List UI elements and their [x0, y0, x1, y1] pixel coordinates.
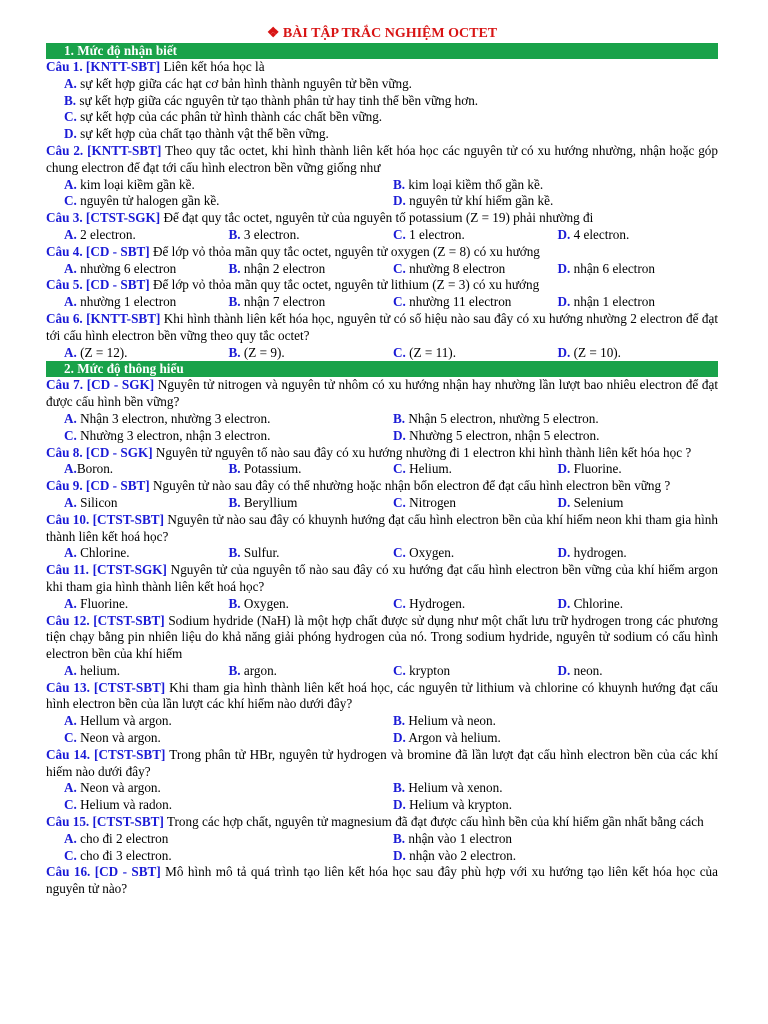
answer-option — [393, 411, 722, 428]
option-letter: B. — [228, 662, 241, 678]
answer-option — [393, 663, 558, 680]
question-number: Câu 10. [CTST-SBT] — [46, 511, 164, 527]
answer-option — [393, 713, 722, 730]
answer-option — [558, 495, 723, 512]
option-letter: A. — [64, 176, 77, 192]
option-text: Helium và xenon. — [405, 780, 503, 796]
answer-option — [229, 294, 394, 311]
option-letter: C. — [64, 427, 77, 443]
option-letter: D. — [557, 461, 571, 477]
option-letter: D. — [393, 427, 406, 443]
option-letter: D. — [557, 344, 571, 360]
option-letter: B. — [228, 545, 241, 561]
answer-option — [229, 345, 394, 362]
answer-option — [64, 545, 229, 562]
answer-option — [558, 261, 723, 278]
option-text: Nhường 5 electron, nhận 5 electron. — [405, 427, 600, 443]
option-letter: C. — [64, 193, 77, 209]
question-text: Mô hình mô tả quá trình tạo liên kết hóa học sau đây phù hợp với xu hướng tạo liên kết hóa học của nguyên tử nào? — [46, 864, 718, 897]
option-text: nhận 6 electron — [570, 260, 655, 276]
question-14 — [46, 747, 718, 781]
question-text: Trong phân tử HBr, nguyên tử hydrogen và bromine đã lần lượt đạt cấu hình electron bền của các khí hiếm nào dưới đây? — [46, 746, 718, 779]
option-letter: D. — [557, 226, 571, 242]
option-letter: C. — [393, 494, 406, 510]
option-text: Argon và helium. — [405, 730, 501, 746]
option-text: (Z = 10). — [570, 344, 621, 360]
answer-option — [393, 545, 558, 562]
answer-option — [393, 797, 722, 814]
question-2 — [46, 143, 718, 177]
question-11 — [46, 562, 718, 596]
option-text: kim loại kiềm thổ gần kề. — [405, 176, 544, 192]
option-text: nhận 2 electron — [240, 260, 326, 276]
option-letter: D. — [557, 595, 571, 611]
question-number: Câu 4. [CD - SBT] — [46, 243, 150, 259]
answer-option — [393, 294, 558, 311]
option-text: Fluorine. — [570, 461, 622, 477]
answer-option — [229, 545, 394, 562]
option-text: (Z = 12). — [76, 344, 128, 360]
option-text: nhận 7 electron — [240, 294, 326, 310]
question-text: Nguyên tử nguyên tố nào sau đây có xu hướng nhường đi 1 electron khi hình thành liên kết hóa học ? — [152, 444, 692, 460]
answer-option — [64, 177, 393, 194]
option-text: Potassium. — [240, 461, 302, 477]
option-letter: C. — [393, 461, 406, 477]
answer-option — [64, 294, 229, 311]
option-letter: B. — [393, 410, 406, 426]
answer-option — [64, 461, 229, 478]
option-letter: A. — [64, 713, 77, 729]
question-number: Câu 7. [CD - SGK] — [46, 377, 155, 393]
options-row — [46, 831, 718, 848]
question-text: Sodium hydride (NaH) là một hợp chất được sử dụng như một chất lưu trữ hydrogen trong các phương tiện chạy bằng pin nhiên liệu do khả năng giải phóng hydrogen của nó. Trong sodium hydride, nguyên tử sodium có cấu hình electron bền của khí hiếm — [46, 612, 718, 662]
option-text: 2 electron. — [76, 226, 136, 242]
option-text: (Z = 9). — [240, 344, 285, 360]
answer-option — [64, 797, 393, 814]
option-letter: A. — [64, 294, 77, 310]
answer-option — [64, 730, 393, 747]
question-number: Câu 6. [KNTT-SBT] — [46, 310, 161, 326]
option-letter: D. — [557, 545, 571, 561]
options-row — [46, 93, 718, 110]
answer-option — [558, 596, 723, 613]
question-8 — [46, 445, 718, 462]
answer-option — [558, 227, 723, 244]
option-text: Nhận 5 electron, nhường 5 electron. — [405, 410, 599, 426]
option-text: nhận 1 electron — [570, 294, 655, 310]
answer-option — [393, 177, 722, 194]
option-letter: D. — [557, 294, 571, 310]
answer-option — [393, 193, 722, 210]
option-letter: B. — [228, 461, 241, 477]
option-letter: B. — [393, 176, 406, 192]
answer-option — [393, 227, 558, 244]
option-letter: A. — [64, 410, 77, 426]
options-row — [46, 461, 718, 478]
options-row — [46, 109, 718, 126]
answer-option — [393, 596, 558, 613]
question-number: Câu 1. [KNTT-SBT] — [46, 59, 161, 74]
section-header-recognition: 1. Mức độ nhận biết — [46, 43, 718, 59]
question-number: Câu 8. [CD - SGK] — [46, 444, 153, 460]
option-text: nhường 11 electron — [405, 294, 512, 310]
answer-option — [558, 663, 723, 680]
option-text: Selenium — [570, 494, 624, 510]
question-text: Nguyên tử của nguyên tố nào sau đây có xu hướng đạt cấu hình electron bền vững của khí hiếm argon khi tham gia hình thành liên kết hoá học? — [46, 562, 718, 594]
option-letter: C. — [64, 730, 77, 746]
option-text: nhường 8 electron — [405, 260, 506, 276]
question-number: Câu 11. [CTST-SGK] — [46, 562, 167, 578]
answer-option — [393, 730, 722, 747]
option-letter: A. — [64, 545, 77, 561]
answer-option — [558, 345, 723, 362]
option-letter: C. — [393, 260, 406, 276]
option-text: cho đi 3 electron. — [76, 847, 172, 863]
answer-option — [64, 109, 714, 126]
option-letter: B. — [393, 713, 406, 729]
option-text: nguyên tử khí hiếm gần kề. — [405, 193, 554, 209]
options-row — [46, 76, 718, 93]
option-text: Helium. — [405, 461, 452, 477]
option-text: Nhận 3 electron, nhường 3 electron. — [76, 410, 271, 426]
option-text: Silicon — [76, 494, 118, 510]
option-text: sự kết hợp giữa các nguyên tử tạo thành phân tử hay tinh thể bền vững hơn. — [76, 92, 479, 108]
answer-option — [558, 545, 723, 562]
answer-option — [393, 428, 722, 445]
worksheet — [46, 25, 718, 898]
option-text: sự kết hợp của các phân tử hình thành các chất bền vững. — [76, 109, 383, 125]
option-text: sự kết hợp giữa các hạt cơ bản hình thành nguyên tử bền vững. — [76, 75, 412, 91]
option-text: Nhường 3 electron, nhận 3 electron. — [76, 427, 271, 443]
question-group-1 — [46, 59, 718, 361]
option-text: (Z = 11). — [405, 344, 456, 360]
question-number: Câu 14. [CTST-SBT] — [46, 746, 166, 762]
answer-option — [229, 261, 394, 278]
question-group-2 — [46, 377, 718, 898]
question-5 — [46, 277, 718, 294]
question-number: Câu 13. [CTST-SBT] — [46, 679, 166, 695]
answer-option — [229, 495, 394, 512]
option-text: Fluorine. — [76, 595, 129, 611]
option-text: Oxygen. — [240, 595, 289, 611]
option-text: Helium và radon. — [76, 797, 173, 813]
options-row — [46, 261, 718, 278]
option-letter: D. — [393, 847, 406, 863]
option-text: Helium và krypton. — [405, 797, 513, 813]
option-letter: A. — [64, 494, 77, 510]
option-text: kim loại kiềm gần kề. — [76, 176, 195, 192]
option-text: nguyên tử halogen gần kề. — [76, 193, 220, 209]
answer-option — [64, 495, 229, 512]
option-letter: A. — [64, 780, 77, 796]
question-text: Khi tham gia hình thành liên kết hoá học, các nguyên tử lithium và chlorine có khuynh hướng đạt cấu hình electron bền của lần lượt các khí hiếm nào dưới đây? — [46, 679, 718, 712]
option-letter: A. — [64, 595, 77, 611]
option-text: Chlorine. — [570, 595, 624, 611]
question-number: Câu 15. [CTST-SBT] — [46, 814, 164, 830]
options-row — [46, 713, 718, 730]
option-letter: A. — [64, 75, 77, 91]
options-row — [46, 730, 718, 747]
options-row — [46, 193, 718, 210]
options-row — [46, 227, 718, 244]
option-letter: D. — [393, 730, 406, 746]
option-text: helium. — [76, 662, 121, 678]
answer-option — [64, 428, 393, 445]
question-7 — [46, 377, 718, 411]
option-letter: D. — [64, 126, 77, 142]
question-10 — [46, 512, 718, 546]
answer-option — [393, 495, 558, 512]
answer-option — [64, 93, 714, 110]
option-letter: B. — [228, 260, 241, 276]
options-row — [46, 848, 718, 865]
option-text: argon. — [240, 662, 277, 678]
question-number: Câu 16. [CD - SBT] — [46, 864, 161, 880]
option-text: Helium và neon. — [405, 713, 496, 729]
option-text: sự kết hợp của chất tạo thành vật thể bền vững. — [76, 126, 329, 142]
answer-option — [64, 848, 393, 865]
option-text: nhận vào 1 electron — [405, 830, 513, 846]
answer-option — [64, 227, 229, 244]
question-3 — [46, 210, 718, 227]
question-number: Câu 3. [CTST-SGK] — [46, 210, 161, 226]
option-text: nhường 1 electron — [76, 294, 177, 310]
options-row — [46, 411, 718, 428]
question-4 — [46, 244, 718, 261]
option-letter: D. — [557, 494, 571, 510]
answer-option — [393, 261, 558, 278]
answer-option — [558, 461, 723, 478]
option-letter: C. — [393, 595, 406, 611]
question-13 — [46, 680, 718, 714]
option-text: Sulfur. — [240, 545, 280, 561]
answer-option — [558, 294, 723, 311]
option-letter: C. — [393, 662, 406, 678]
options-row — [46, 780, 718, 797]
answer-option — [64, 261, 229, 278]
answer-option — [64, 663, 229, 680]
option-text: cho đi 2 electron — [76, 830, 169, 846]
option-letter: C. — [393, 344, 406, 360]
options-row — [46, 428, 718, 445]
option-letter: B. — [393, 780, 406, 796]
option-letter: A. — [64, 226, 77, 242]
options-row — [46, 797, 718, 814]
option-text: hydrogen. — [570, 545, 627, 561]
answer-option — [64, 126, 714, 143]
question-1 — [46, 59, 718, 76]
options-row — [46, 126, 718, 143]
question-16 — [46, 864, 718, 898]
question-number: Câu 9. [CD - SBT] — [46, 478, 150, 494]
page-title: ❖ BÀI TẬP TRẮC NGHIỆM OCTET — [266, 26, 498, 41]
option-letter: B. — [228, 344, 241, 360]
option-letter: B. — [228, 294, 241, 310]
question-text: Để lớp vỏ thỏa mãn quy tắc octet, nguyên tử lithium (Z = 3) có xu hướng — [149, 277, 540, 293]
option-text: nhường 6 electron — [76, 260, 177, 276]
option-letter: D. — [393, 193, 406, 209]
option-letter: B. — [228, 226, 241, 242]
question-text: Khi hình thành liên kết hóa học, nguyên tử có số hiệu nào sau đây có xu hướng nhường 2 electron để đạt tới cấu hình electron bền vững theo quy tắc octet? — [46, 310, 718, 343]
options-row — [46, 177, 718, 194]
option-text: 4 electron. — [570, 226, 630, 242]
question-9 — [46, 478, 718, 495]
option-letter: C. — [64, 797, 77, 813]
option-letter: B. — [228, 595, 241, 611]
options-row — [46, 596, 718, 613]
answer-option — [393, 831, 722, 848]
question-text: Để lớp vỏ thỏa mãn quy tắc octet, nguyên tử oxygen (Z = 8) có xu hướng — [149, 243, 540, 259]
option-letter: D. — [557, 260, 571, 276]
option-letter: A. — [64, 830, 77, 846]
answer-option — [393, 345, 558, 362]
option-letter: D. — [557, 662, 571, 678]
question-text: Nguyên tử nào sau đây có thể nhường hoặc nhận bốn electron để đạt cấu hình electron bền vững ? — [149, 478, 671, 494]
answer-option — [64, 596, 229, 613]
answer-option — [229, 461, 394, 478]
options-row — [46, 545, 718, 562]
answer-option — [64, 76, 714, 93]
question-number: Câu 5. [CD - SBT] — [46, 277, 150, 293]
question-text: Nguyên tử nào sau đây có khuynh hướng đạt cấu hình electron bền của khí hiếm neon khi tham gia hình thành liên kết hoá học? — [46, 511, 718, 544]
option-text: Hydrogen. — [405, 595, 466, 611]
option-letter: B. — [393, 830, 406, 846]
option-text: nhận vào 2 electron. — [405, 847, 517, 863]
answer-option — [64, 345, 229, 362]
question-15 — [46, 814, 718, 831]
option-letter: D. — [393, 797, 406, 813]
option-letter: C. — [393, 545, 406, 561]
options-row — [46, 345, 718, 362]
option-letter: A. — [64, 662, 77, 678]
option-text: neon. — [570, 662, 603, 678]
answer-option — [64, 411, 393, 428]
question-number: Câu 2. [KNTT-SBT] — [46, 142, 162, 158]
question-text: Nguyên tử nitrogen và nguyên tử nhôm có xu hướng nhận hay nhường lần lượt bao nhiêu electron để đạt được cấu hình bền vững? — [46, 377, 718, 410]
option-letter: C. — [64, 847, 77, 863]
option-letter: C. — [64, 109, 77, 125]
option-text: Oxygen. — [405, 545, 455, 561]
answer-option — [393, 461, 558, 478]
option-letter: B. — [228, 494, 241, 510]
options-row — [46, 495, 718, 512]
section-header-comprehension: 2. Mức độ thông hiểu — [46, 361, 718, 377]
question-text: Liên kết hóa học là — [160, 59, 265, 74]
options-row — [46, 663, 718, 680]
question-text: Trong các hợp chất, nguyên tử magnesium đã đạt được cấu hình bền của khí hiếm gần nhất bằng cách — [163, 814, 704, 830]
question-text: Để đạt quy tắc octet, nguyên tử của nguyên tố potassium (Z = 19) phải nhường đi — [160, 210, 594, 226]
question-text: Theo quy tắc octet, khi hình thành liên kết hóa học các nguyên tử có xu hướng nhường, nhận hoặc góp chung electron để đạt tới cấu hình electron bền vững giống như — [46, 142, 718, 175]
option-text: krypton — [405, 662, 451, 678]
question-12 — [46, 613, 718, 663]
answer-option — [393, 848, 722, 865]
option-text: Beryllium — [240, 494, 298, 510]
option-letter: C. — [393, 294, 406, 310]
answer-option — [393, 780, 722, 797]
answer-option — [64, 193, 393, 210]
option-text: Boron. — [76, 461, 114, 477]
answer-option — [229, 663, 394, 680]
answer-option — [229, 596, 394, 613]
option-text: Neon và argon. — [76, 730, 161, 746]
question-number: Câu 12. [CTST-SBT] — [46, 612, 165, 628]
option-letter: C. — [393, 226, 406, 242]
option-text: Chlorine. — [76, 545, 130, 561]
option-text: Neon và argon. — [76, 780, 161, 796]
option-letter: A. — [64, 461, 77, 477]
option-letter: A. — [64, 260, 77, 276]
option-letter: A. — [64, 344, 77, 360]
question-6 — [46, 311, 718, 345]
options-row — [46, 294, 718, 311]
option-text: 1 electron. — [405, 226, 465, 242]
option-text: Nitrogen — [405, 494, 457, 510]
option-text: 3 electron. — [240, 226, 300, 242]
option-text: Hellum và argon. — [76, 713, 172, 729]
answer-option — [64, 713, 393, 730]
answer-option — [229, 227, 394, 244]
answer-option — [64, 831, 393, 848]
answer-option — [64, 780, 393, 797]
option-letter: B. — [64, 92, 77, 108]
